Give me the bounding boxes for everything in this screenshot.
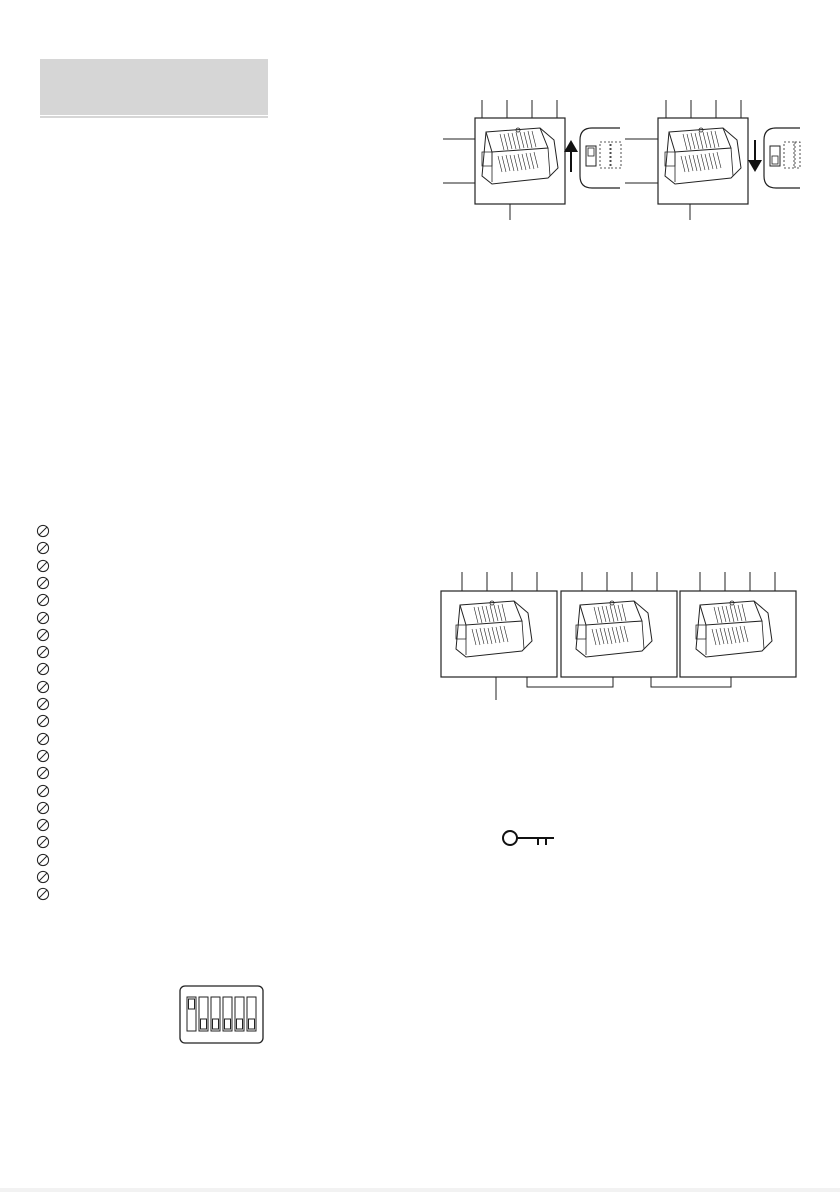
prohibition-circle-icon — [36, 524, 50, 538]
prohibition-circle-icon — [36, 732, 50, 746]
dip-switch-knob — [237, 1019, 243, 1029]
dip-switch-illustration — [179, 985, 264, 1044]
cascade-figure — [0, 560, 840, 720]
arrow-down-icon — [748, 140, 762, 172]
prohibition-circle-icon — [36, 870, 50, 884]
prohibition-circle-icon — [36, 853, 50, 867]
dip-switch-knob — [189, 999, 195, 1009]
dip-switch-knob — [213, 1019, 219, 1029]
prohibition-circle-icon — [36, 784, 50, 798]
prohibition-circle-icon — [36, 801, 50, 815]
dip-switch-knob — [225, 1019, 231, 1029]
prohibition-circle-icon — [36, 541, 50, 555]
arrow-up-icon — [564, 140, 578, 172]
prohibition-circle-icon — [36, 749, 50, 763]
page-bottom-edge — [0, 1188, 840, 1192]
dip-switch-knob — [201, 1019, 207, 1029]
prohibition-circle-icon — [36, 887, 50, 901]
switch-setting-figure — [0, 0, 840, 240]
prohibition-circle-icon — [36, 818, 50, 832]
prohibition-circle-icon — [36, 835, 50, 849]
dip-switch-knob — [249, 1019, 255, 1029]
key-icon — [500, 826, 560, 850]
prohibition-circle-icon — [36, 766, 50, 780]
